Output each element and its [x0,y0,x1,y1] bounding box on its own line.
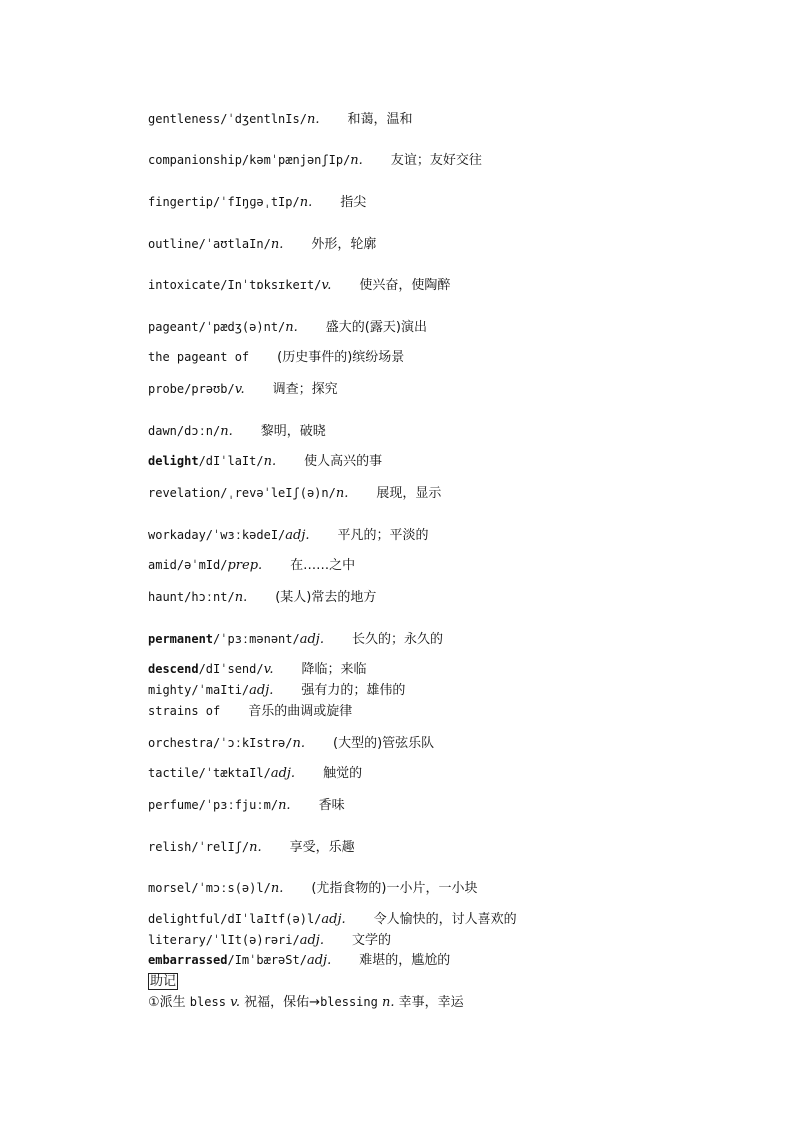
entry-meaning: 展现，显示 [376,486,442,501]
vocab-entry [148,236,376,253]
entry-word: workaday [148,528,206,542]
vocab-entry [148,911,517,928]
entry-phonetic: /dɔːn/ [176,424,221,438]
vocab-entry [148,453,382,470]
entry-meaning: 香味 [318,798,345,813]
entry-word: delightful [148,912,221,926]
entry-word: orchestra [148,736,214,750]
entry-word: revelation [148,486,221,500]
vocab-entry [148,423,326,440]
entry-phonetic: /ˈwɜːkədeI/ [205,528,286,542]
entry-word: mighty [148,683,192,697]
entry-phonetic: /ˈpɜːfjuːm/ [198,798,279,812]
entry-word: descend [148,662,199,676]
entry-pos: adj. [321,912,346,927]
entry-word: permanent [148,632,214,646]
entry-meaning: 黎明，破晓 [260,424,326,439]
entry-pos: n. [335,486,349,501]
entry-word: literary [148,933,206,947]
entry-meaning: 调查；探究 [272,382,338,397]
vocab-entry [148,589,376,606]
section-title-mnemonic: 助记 [150,974,177,989]
entry-word: companionship [148,153,242,167]
entry-pos: n. [299,195,313,210]
mnemonic-prefix: ①派生 [148,995,186,1010]
entry-phonetic: /ˈrelIʃ/ [191,840,250,854]
entry-meaning: (大型的)管弦乐队 [333,736,435,751]
vocab-entry [148,349,404,366]
entry-meaning: 享受，乐趣 [289,840,355,855]
vocab-entry [148,682,405,699]
vocab-entry [148,797,345,814]
entry-pos: n. [285,320,298,335]
entry-pos: n. [270,237,284,252]
entry-meaning: 和蔼，温和 [347,112,413,127]
entry-phonetic: /ˈtæktaIl/ [198,766,271,780]
entry-phonetic: /ImˈbærəSt/ [227,953,307,967]
mnemonic-word-2: blessing [320,995,378,1009]
entry-phonetic: /ˈpɜːmənənt/ [213,632,300,646]
entry-meaning: 触觉的 [323,766,363,781]
entry-word: morsel [148,881,192,895]
entry-phonetic: /dIˈlaItf(ə)l/ [220,912,322,926]
vocab-entry [148,952,450,969]
entry-meaning: 文学的 [351,933,391,948]
entry-meaning: 音乐的曲调或旋律 [248,704,353,719]
vocab-entry [148,932,391,949]
entry-phonetic: /ˈfIŋɡəˌtIp/ [213,195,300,209]
entry-meaning: (历史事件的)缤纷场景 [277,350,405,365]
entry-phonetic: /ˈmaIti/ [191,683,250,697]
mnemonic-pos-2: n. [382,995,395,1010]
vocab-entry [148,319,427,336]
entry-meaning: 在……之中 [290,558,356,573]
mnemonic-pos-1: v. [230,995,240,1010]
entry-pos: adj. [306,953,332,968]
entry-pos: n. [292,736,306,751]
entry-pos: n. [249,840,262,855]
vocab-entry [148,277,450,294]
entry-word: strains of [148,704,221,718]
entry-pos: v. [234,382,245,397]
entry-phonetic: /hɔːnt/ [184,590,235,604]
entry-pos: n. [278,798,291,813]
vocab-entry [148,485,441,502]
entry-meaning: 降临；来临 [301,662,367,677]
entry-phonetic: /ˌrevəˈleIʃ(ə)n/ [220,486,336,500]
entry-pos: n. [263,454,277,469]
entry-pos: adj. [299,933,324,948]
entry-phonetic: /prəʊb/ [184,382,235,396]
entry-pos: adj. [270,766,296,781]
entry-word: the pageant of [148,350,250,364]
vocab-entry [148,703,352,720]
vocab-entry [148,631,443,648]
vocab-entry [148,527,429,544]
arrow-icon: → [309,995,321,1010]
entry-meaning: 平凡的；平淡的 [337,528,429,543]
entry-meaning: 友谊；友好交往 [390,153,482,168]
entry-meaning: 外形，轮廓 [311,237,377,252]
entry-pos: adj. [285,528,310,543]
entry-phonetic: /dIˈlaIt/ [198,454,264,468]
entry-meaning: 使人高兴的事 [304,454,383,469]
entry-meaning: (尤指食物的)一小片，一小块 [311,881,478,896]
vocab-entry [148,152,482,169]
entry-pos: n. [220,424,233,439]
entry-word: pageant [148,320,199,334]
entry-pos: n. [350,153,363,168]
entry-meaning: 使兴奋，使陶醉 [359,278,451,293]
mnemonic-word-1: bless [189,995,226,1009]
entry-meaning: 长久的；永久的 [351,632,443,647]
entry-phonetic: /dIˈsend/ [198,662,264,676]
entry-word: embarrassed [148,953,228,967]
entry-pos: adj. [249,683,274,698]
entry-phonetic: /ˈɔːkIstrə/ [213,736,293,750]
entry-meaning: 强有力的；雄伟的 [301,683,406,698]
vocab-entry [148,381,338,398]
entry-word: haunt [148,590,185,604]
entry-meaning: (某人)常去的地方 [275,590,377,605]
entry-word: delight [148,454,199,468]
entry-pos: adj. [299,632,324,647]
entry-phonetic: /ˈaʊtlaIn/ [198,237,271,251]
mnemonic-line [148,994,464,1011]
entry-word: dawn [148,424,177,438]
entry-meaning: 令人愉快的，讨人喜欢的 [373,912,517,927]
entry-phonetic: /ˈmɔːs(ə)l/ [191,881,271,895]
mnemonic-meaning-2: 幸事，幸运 [398,995,464,1010]
entry-meaning: 盛大的(露天)演出 [325,320,427,335]
entry-pos: v. [263,662,274,677]
mnemonic-meaning-1: 祝福，保佑 [244,995,310,1010]
entry-word: relish [148,840,192,854]
entry-word: amid [148,558,177,572]
entry-pos: n. [306,112,320,127]
entry-word: outline [148,237,199,251]
vocab-entry [148,765,362,782]
entry-word: gentleness [148,112,221,126]
entry-phonetic: /kəmˈpænjənʃIp/ [241,153,351,167]
entry-word: perfume [148,798,199,812]
vocab-entry [148,557,355,574]
entry-word: fingertip [148,195,214,209]
vocab-entry [148,111,412,128]
entry-word: probe [148,382,185,396]
entry-pos: n. [270,881,284,896]
entry-pos: v. [321,278,332,293]
vocab-entry [148,194,366,211]
entry-pos: n. [234,590,248,605]
entry-meaning: 难堪的，尴尬的 [359,953,451,968]
entry-word: intoxicate [148,278,221,292]
entry-pos: prep. [227,558,263,573]
entry-phonetic: /Inˈtɒksɪkeɪt/ [220,278,322,292]
vocab-entry [148,735,434,752]
entry-phonetic: /əˈmId/ [176,558,228,572]
vocab-entry [148,839,355,856]
entry-phonetic: /ˈlIt(ə)rəri/ [205,933,300,947]
entry-word: tactile [148,766,199,780]
vocab-entry [148,661,367,678]
entry-phonetic: /ˈpædʒ(ə)nt/ [198,320,286,334]
entry-meaning: 指尖 [340,195,367,210]
vocab-entry [148,880,478,897]
entry-phonetic: /ˈdʒentlnIs/ [220,112,307,126]
